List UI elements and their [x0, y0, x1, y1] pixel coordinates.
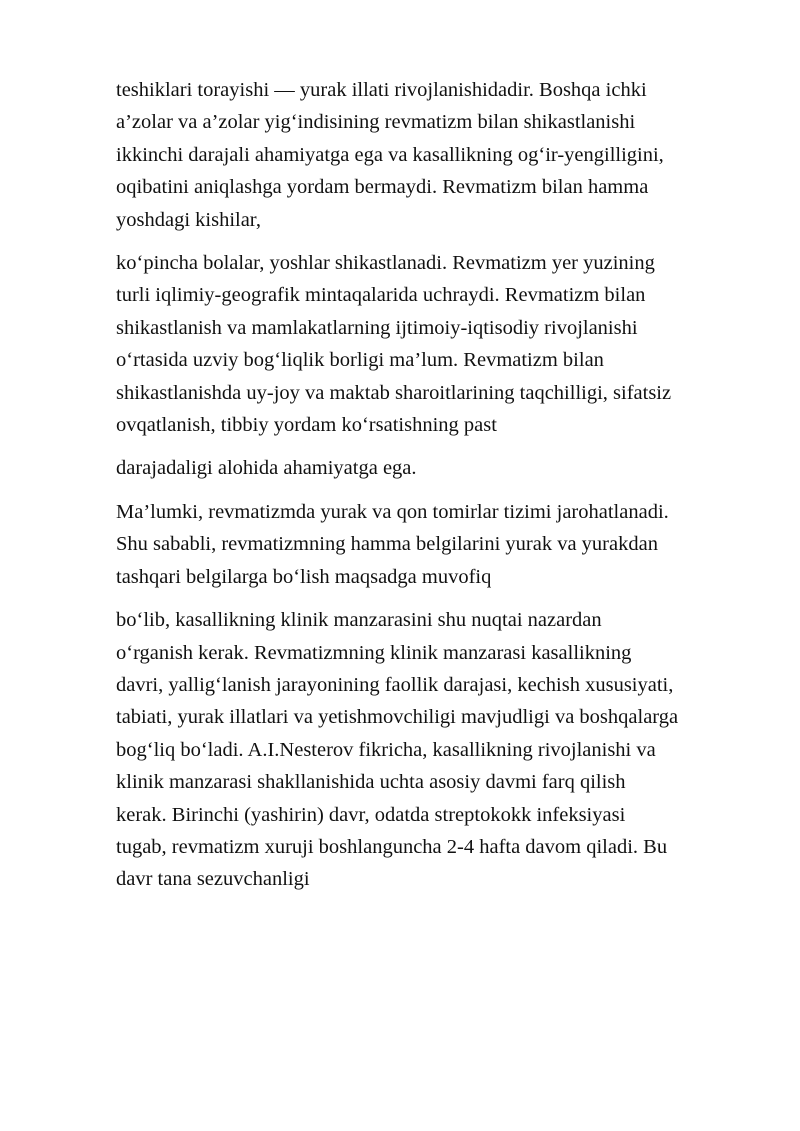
text-line: oqibatini aniqlashga yordam bermaydi. Revmatizm bilan hamma [116, 176, 649, 199]
text-line: davr tana sezuvchanligi [116, 868, 310, 891]
text-line: shikastlanishda uy-joy va maktab sharoitlarining taqchilligi, sifatsiz [116, 381, 672, 404]
text-line: klinik manzarasi shakllanishida uchta asosiy davmi farq qilish [116, 771, 626, 794]
text-line: davri, yallig‘lanish jarayonining faollik darajasi, kechish xususiyati, [116, 673, 674, 696]
text-line: Shu sababli, revmatizmning hamma belgilarini yurak va yurakdan [116, 533, 658, 556]
paragraph-2 [116, 247, 756, 441]
text-line: tugab, revmatizm xuruji boshlanguncha 2-4 hafta davom qiladi. Bu [116, 835, 668, 858]
text-line: o‘rtasida uzviy bog‘liqlik borligi ma’lum. Revmatizm bilan [116, 349, 604, 372]
text-line: tabiati, yurak illatlari va yetishmovchiligi mavjudligi va boshqalarga [116, 706, 679, 729]
text-line: bog‘liq bo‘ladi. A.I.Nesterov fikricha, kasallikning rivojlanishi va [116, 738, 656, 761]
text-line: turli iqlimiy-geografik mintaqalarida uchraydi. Revmatizm bilan [116, 284, 646, 307]
paragraph-3 [116, 452, 756, 484]
text-line: tashqari belgilarga bo‘lish maqsadga muvofiq [116, 565, 492, 588]
text-line: teshiklari torayishi — yurak illati rivojlanishidadir. Boshqa ichki [116, 79, 647, 101]
text-line: shikastlanish va mamlakatlarning ijtimoiy-iqtisodiy rivojlanishi [116, 316, 638, 339]
text-line: kerak. Birinchi (yashirin) davr, odatda streptokokk infeksiyasi [116, 803, 626, 826]
text-line: o‘rganish kerak. Revmatizmning klinik manzarasi kasallikning [116, 641, 632, 664]
text-line: Ma’lumki, revmatizmda yurak va qon tomirlar tizimi jarohatlanadi. [116, 500, 669, 523]
text-line: ikkinchi darajali ahamiyatga ega va kasallikning og‘ir-yengilligini, [116, 143, 664, 166]
paragraph-4 [116, 496, 756, 593]
text-line: darajadaligi alohida ahamiyatga ega. [116, 457, 417, 480]
text-line: yoshdagi kishilar, [116, 208, 261, 231]
paragraph-1 [116, 74, 756, 236]
text-line: a’zolar va a’zolar yig‘indisining revmatizm bilan shikastlanishi [116, 111, 636, 134]
paragraph-5 [116, 604, 756, 896]
text-column [116, 74, 756, 907]
text-line: ovqatlanish, tibbiy yordam ko‘rsatishning past [116, 414, 497, 437]
text-line: bo‘lib, kasallikning klinik manzarasini shu nuqtai nazardan [116, 609, 602, 632]
text-line: ko‘pincha bolalar, yoshlar shikastlanadi. Revmatizm yer yuzining [116, 252, 655, 275]
